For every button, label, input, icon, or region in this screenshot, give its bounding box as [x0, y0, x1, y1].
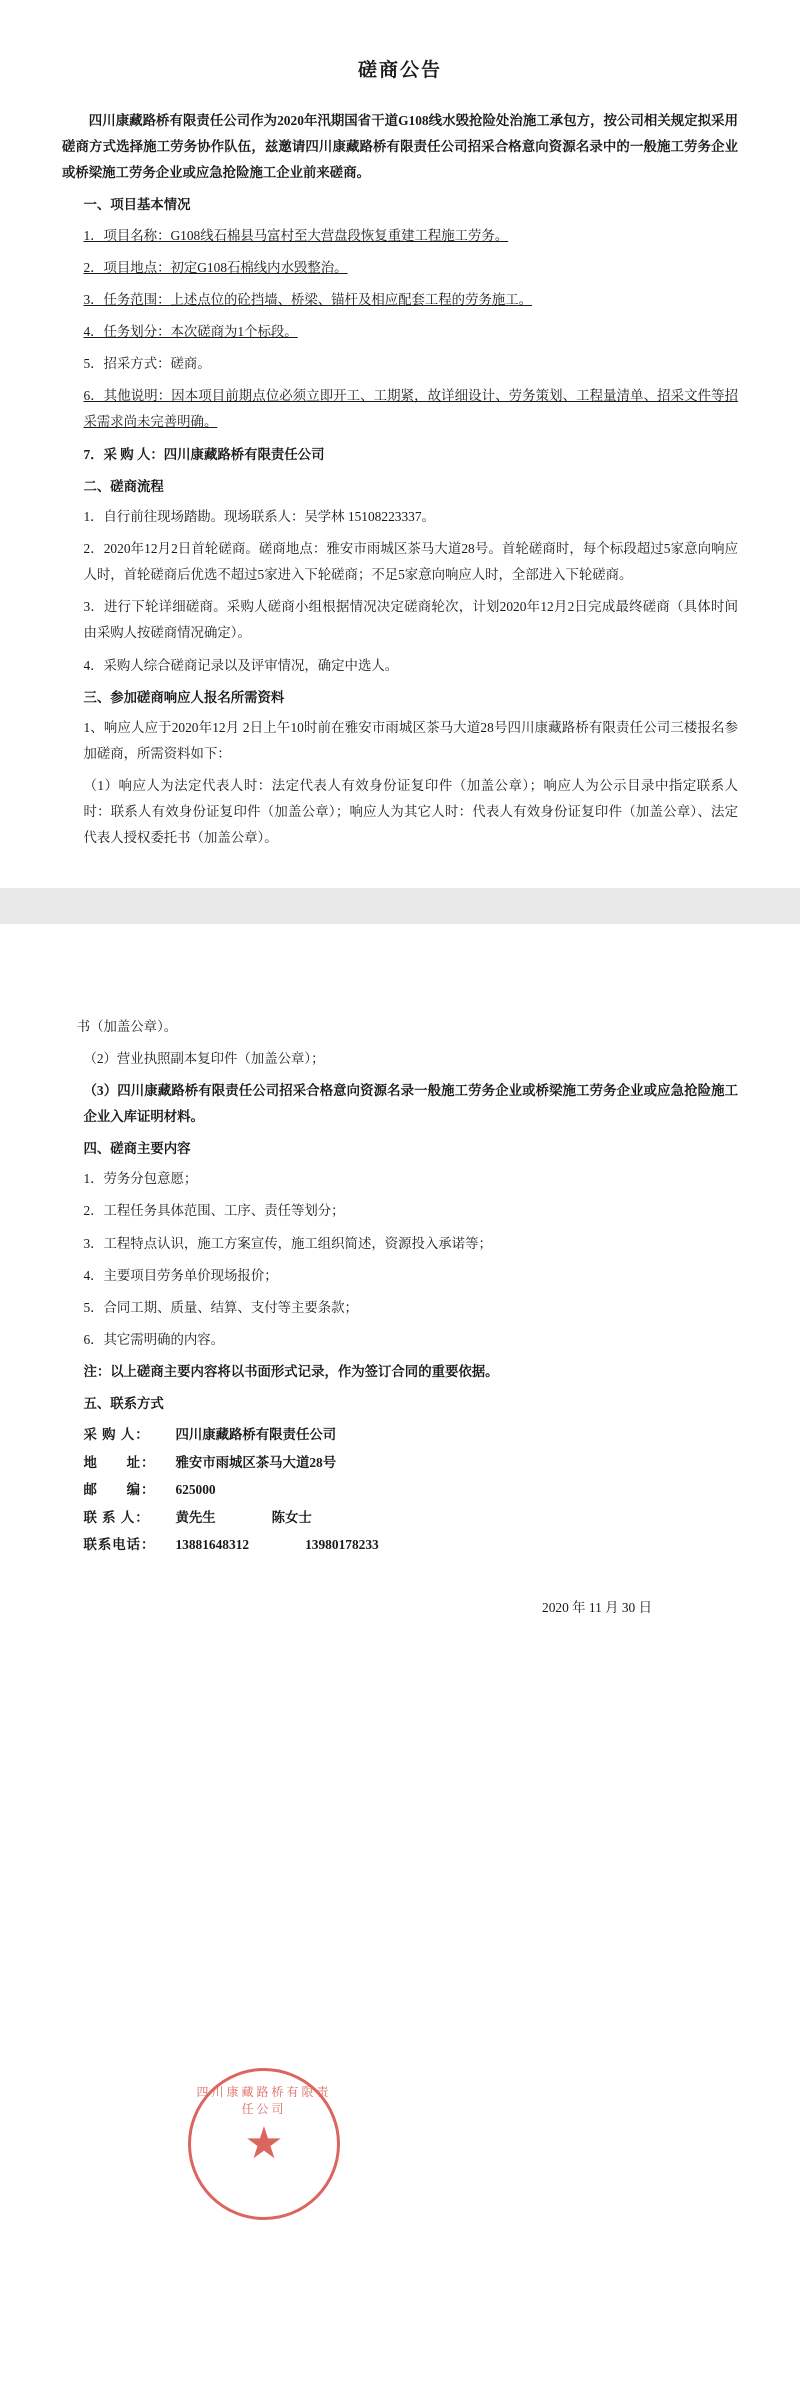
section-4-note: 注：以上磋商主要内容将以书面形式记录，作为签订合同的重要依据。 [83, 1364, 499, 1380]
section-3-item-4: （3）四川康藏路桥有限责任公司招采合格意向资源名录一般施工劳务企业或桥梁施工劳务企业或应急抢险施工企业入库证明材料。 [83, 1082, 738, 1124]
section-4-item-4: 4．主要项目劳务单价现场报价； [83, 1267, 278, 1283]
section-3-item-2-cont: 书（加盖公章）。 [76, 1018, 178, 1034]
contact-person-primary: 黄先生 [175, 1509, 216, 1525]
section-2-item-3: 3．进行下轮详细磋商。采购人磋商小组根据情况决定磋商轮次，计划2020年12月2日完成最终磋商（具体时间由采购人按磋商情况确定）。 [83, 599, 738, 641]
section-heading-5: 五、联系方式 [83, 1396, 164, 1412]
section-heading-4: 四、磋商主要内容 [83, 1141, 191, 1157]
section-1-item-4 [62, 319, 738, 345]
seal-star-icon: ★ [244, 2118, 284, 2168]
contact-row-purchaser [62, 1421, 738, 1448]
section-4-item-6: 6．其它需明确的内容。 [83, 1331, 225, 1347]
page-separator [0, 888, 800, 924]
contact-row-person [62, 1504, 738, 1531]
contact-value-person [175, 1504, 738, 1531]
contact-row-address [62, 1449, 738, 1476]
contact-label-phone: 联系电话： [83, 1537, 156, 1553]
contact-label-postcode: 邮 编： [83, 1482, 156, 1498]
section-3-item-1: 1、响应人应于2020年12月 2日上午10时前在雅安市雨城区茶马大道28号四川康藏路桥有限责任公司三楼报名参加磋商，所需资料如下： [83, 719, 738, 761]
contact-value-address: 雅安市雨城区茶马大道28号 [175, 1454, 337, 1470]
section-1-item-6 [62, 383, 738, 435]
section-2-item-4: 4．采购人综合磋商记录以及评审情况，确定中选人。 [83, 657, 399, 673]
contact-phone-secondary: 13980178233 [305, 1537, 379, 1553]
section-1-item-2 [62, 255, 738, 281]
section-heading-3: 三、参加磋商响应人报名所需资料 [83, 689, 285, 705]
page-title: 磋商公告 [357, 60, 442, 81]
section-1-item-6-text: 6．其他说明：因本项目前期点位必须立即开工、工期紧，故详细设计、劳务策划、工程量清单、招采文件等招采需求尚未完善明确。 [83, 388, 738, 430]
company-seal-stamp [188, 2068, 340, 2220]
contact-label-address: 地 址： [83, 1454, 156, 1470]
intro-paragraph: 四川康藏路桥有限责任公司作为2020年汛期国省干道G108线水毁抢险处治施工承包方，按公司相关规定拟采用磋商方式选择施工劳务协作队伍，兹邀请四川康藏路桥有限责任公司招采合格意向资源名录中的一般施工劳务企业或桥梁施工劳务企业或应急抢险施工企业前来磋商。 [62, 113, 738, 181]
section-3-item-2: （1）响应人为法定代表人时：法定代表人有效身份证复印件（加盖公章）；响应人为公示目录中指定联系人时：联系人有效身份证复印件（加盖公章）；响应人为其它人时：代表人有效身份证复印件（加盖公章）、法定代表人授权委托书（加盖公章）。 [83, 778, 738, 846]
section-1-item-1-text: 1．项目名称：G108线石棉县马富村至大营盘段恢复重建工程施工劳务。 [83, 227, 509, 243]
document-page-1 [0, 0, 800, 888]
section-1-item-2-text: 2．项目地点：初定G108石棉线内水毁整治。 [83, 259, 348, 275]
section-2-item-1: 1．自行前往现场踏勘。现场联系人：吴学林 15108223337。 [83, 508, 435, 524]
section-1-item-3-text: 3．任务范围：上述点位的砼挡墙、桥梁、锚杆及相应配套工程的劳务施工。 [83, 291, 533, 307]
section-4-item-5: 5．合同工期、质量、结算、支付等主要条款； [83, 1299, 358, 1315]
contact-phone-primary: 13881648312 [175, 1537, 250, 1553]
section-1-item-4-text: 4．任务划分：本次磋商为1个标段。 [83, 323, 298, 339]
contact-value-postcode: 625000 [175, 1482, 216, 1498]
document-page-2 [0, 924, 800, 2404]
section-heading-1: 一、项目基本情况 [83, 197, 191, 213]
contact-label-purchaser: 采 购 人： [83, 1427, 150, 1443]
section-4-item-2: 2．工程任务具体范围、工序、责任等划分； [83, 1203, 345, 1219]
section-1-item-7-text: 7．采 购 人：四川康藏路桥有限责任公司 [83, 446, 325, 462]
document-date: 2020 年 11 月 30 日 [542, 1599, 652, 1615]
contact-row-phone [62, 1531, 738, 1558]
section-2-item-2: 2．2020年12月2日首轮磋商。磋商地点：雅安市雨城区茶马大道28号。首轮磋商时，每个标段超过5家意向响应人时，首轮磋商后优选不超过5家进入下轮磋商；不足5家意向响应人时，全部进入下轮磋商。 [83, 540, 738, 583]
contact-person-secondary: 陈女士 [271, 1509, 312, 1525]
section-3-item-3: （2）营业执照副本复印件（加盖公章）； [83, 1050, 325, 1066]
section-1-item-7 [62, 442, 738, 468]
seal-text: 四川康藏路桥有限责任公司 [196, 2084, 332, 2116]
section-4-item-1: 1．劳务分包意愿； [83, 1171, 198, 1187]
section-1-item-1 [62, 223, 738, 249]
section-1-item-5 [62, 351, 738, 377]
section-1-item-3 [62, 287, 738, 313]
section-1-item-5-text: 5．招采方式：磋商。 [83, 356, 211, 372]
contact-label-person: 联 系 人： [83, 1509, 150, 1525]
contact-row-postcode [62, 1476, 738, 1503]
contact-block [62, 1421, 738, 1558]
section-4-item-3: 3．工程特点认识，施工方案宣传，施工组织简述，资源投入承诺等； [83, 1235, 492, 1251]
section-heading-2: 二、磋商流程 [83, 478, 164, 494]
contact-value-purchaser: 四川康藏路桥有限责任公司 [175, 1427, 337, 1443]
contact-value-phone [175, 1531, 738, 1558]
